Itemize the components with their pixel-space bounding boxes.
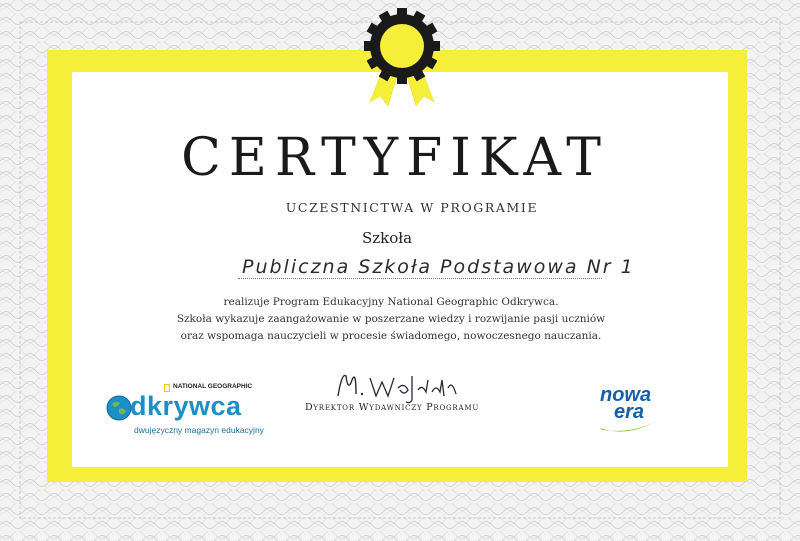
odkrywca-logo-text: dkrywca: [130, 391, 242, 421]
certificate-title: CERTYFIKAT: [181, 128, 609, 188]
body-line-3: oraz wspomaga nauczycieli w procesie świadomego, nowoczesnego nauczania.: [180, 330, 602, 342]
director-title: Dyrektor Wydawniczy Programu: [304, 402, 480, 413]
nowa-era-logo-line1: nowa: [600, 384, 652, 406]
body-line-1: realizuje Program Edukacyjny National Geographic Odkrywca.: [223, 296, 559, 308]
nowa-era-swoosh-icon: [598, 401, 660, 434]
certificate-subtitle: UCZESTNICTWA W PROGRAMIE: [285, 200, 539, 215]
school-name-handwritten: Publiczna Szkoła Podstawowa Nr 1: [242, 256, 635, 278]
certificate-body-text: [0, 294, 782, 345]
national-geographic-label: NATIONAL GEOGRAPHIC: [173, 383, 253, 390]
globe-icon: [106, 395, 132, 421]
nowa-era-logo-line2: era: [614, 401, 645, 423]
odkrywca-tagline: dwujęzyczny magazyn edukacyjny: [134, 425, 264, 435]
body-line-2: Szkoła wykazuje zaangażowanie w poszerzane wiedzy i rozwijanie pasji uczniów: [176, 313, 606, 325]
rosette-badge-icon: [360, 2, 444, 120]
school-label: Szkoła: [361, 229, 413, 247]
director-signature: [332, 366, 472, 406]
school-name-dotted-line: [238, 278, 602, 279]
